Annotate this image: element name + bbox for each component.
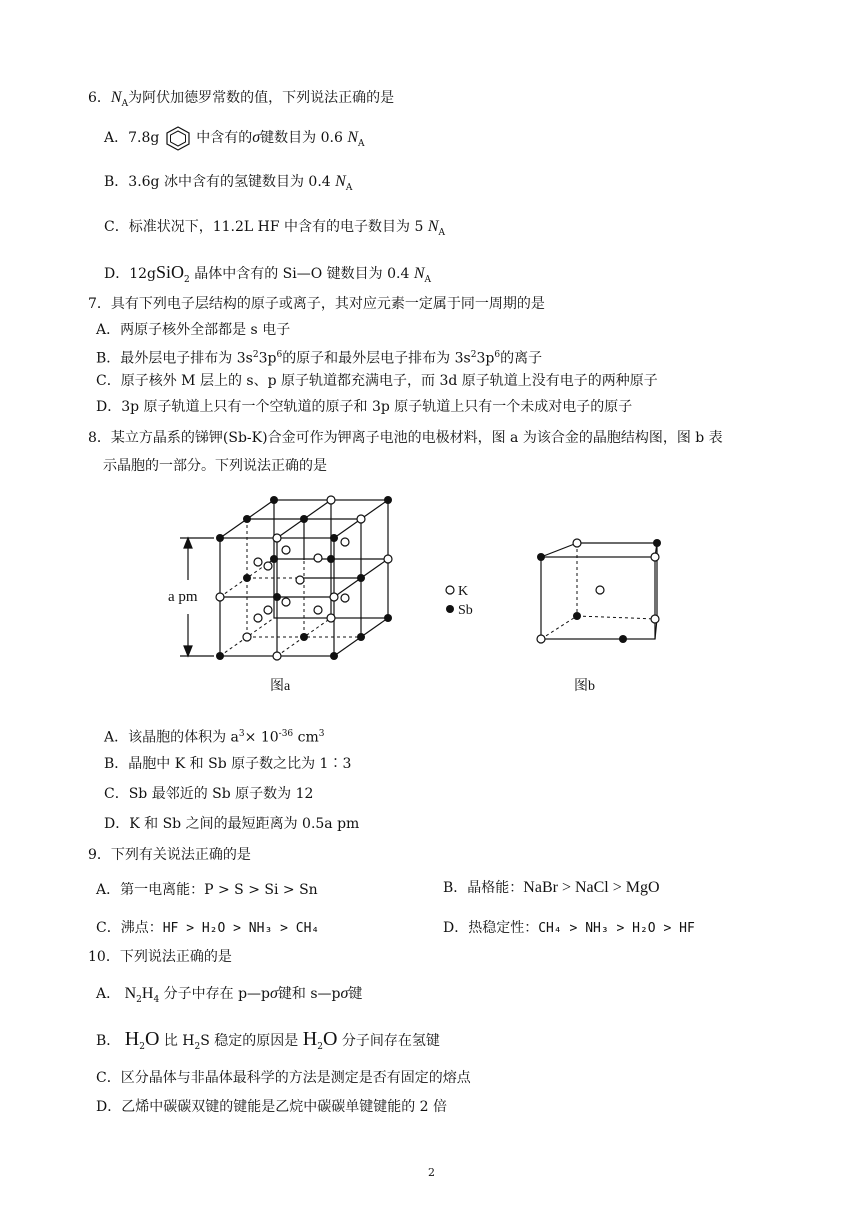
q10-option-a: A． $N_2H_4$ 分子中存在 p—pσ键和 s—pσ键 (96, 985, 363, 1005)
q10-option-c: C．区分晶体与非晶体最科学的方法是测定是否有固定的熔点 (96, 1070, 471, 1086)
q10-stem: 10．下列说法正确的是 (88, 949, 232, 965)
q6-option-c: C．标准状况下，11.2L HF 中含有的电子数目为 5 $N_A$ (104, 218, 445, 238)
benzene-ring-icon (164, 125, 192, 151)
q8-stem-line1: 8．某立方晶系的锑钾(Sb-K)合金可作为钾离子电池的电极材料，图 a 为该合金的晶胞结构图，图 b 表 (88, 430, 723, 446)
q6-option-b: B．3.6g 冰中含有的氢键数目为 0.4 $N_A$ (104, 173, 353, 193)
figure-b-atoms (537, 539, 661, 643)
legend-k-label: K (458, 584, 469, 599)
q9-option-a: A．第一电离能：P > S > Si > Sn (96, 882, 318, 898)
q8-option-b: B．晶胞中 K 和 Sb 原子数之比为 1∶3 (104, 756, 352, 772)
q6-option-d: D．12gSiO$_2$ 晶体中含有的 Si—O 键数目为 0.4 $N_A$ (104, 262, 432, 285)
legend-sb-label: Sb (458, 603, 473, 618)
q9-option-b: B．晶格能：NaBr > NaCl > MgO (443, 879, 660, 896)
figure-b-caption: 图b (574, 679, 595, 694)
q8-stem-line2: 示晶胞的一部分。下列说法正确的是 (103, 458, 327, 474)
legend-k-marker (446, 586, 454, 594)
q8-option-a: A．该晶胞的体积为 $a^3\times 10^{-36}$ $cm^3$ (104, 729, 325, 746)
figure-a-caption: 图a (270, 679, 291, 694)
q10-option-d: D．乙烯中碳碳双键的键能是乙烷中碳碳单键键能的 2 倍 (96, 1099, 448, 1115)
q6-option-a: A．7.8g 中含有的σ键数目为 0.6 $N_A$ (104, 125, 364, 154)
q8-option-d: D．K 和 Sb 之间的最短距离为 0.5a pm (104, 816, 360, 832)
page-number: 2 (428, 1166, 435, 1179)
q9-stem: 9．下列有关说法正确的是 (88, 847, 251, 863)
q7-option-d: D．3p 原子轨道上只有一个空轨道的原子和 3p 原子轨道上只有一个未成对电子的原子 (96, 399, 633, 415)
q7-stem: 7．具有下列电子层结构的原子或离子，其对应元素一定属于同一周期的是 (88, 296, 545, 312)
q10-option-b: B． $H_2O$ 比 $H_2S$ 稳定的原因是 $H_2O$ 分子间存在氢键 (96, 1028, 440, 1052)
q9-option-d: D．热稳定性：CH₄ > NH₃ > H₂O > HF (443, 920, 695, 936)
q8-option-c: C．Sb 最邻近的 Sb 原子数为 12 (104, 786, 314, 802)
figure-a-axis-label: a pm (168, 589, 198, 605)
q7-option-a: A．两原子核外全部都是 s 电子 (96, 322, 291, 338)
q9-option-c: C．沸点：HF > H₂O > NH₃ > CH₄ (96, 920, 320, 936)
q7-option-c: C．原子核外 M 层上的 s、p 原子轨道都充满电子，而 3d 原子轨道上没有电子的两种原子 (96, 373, 658, 389)
crystal-figures (0, 480, 868, 720)
q6-stem: 6．$N_A$为阿伏加德罗常数的值，下列说法正确的是 (88, 89, 395, 109)
legend-sb-marker (446, 605, 454, 613)
q7-option-b: B．最外层电子排布为 $3s^23p^6$的原子和最外层电子排布为 $3s^23p^6$的离子 (96, 350, 543, 367)
